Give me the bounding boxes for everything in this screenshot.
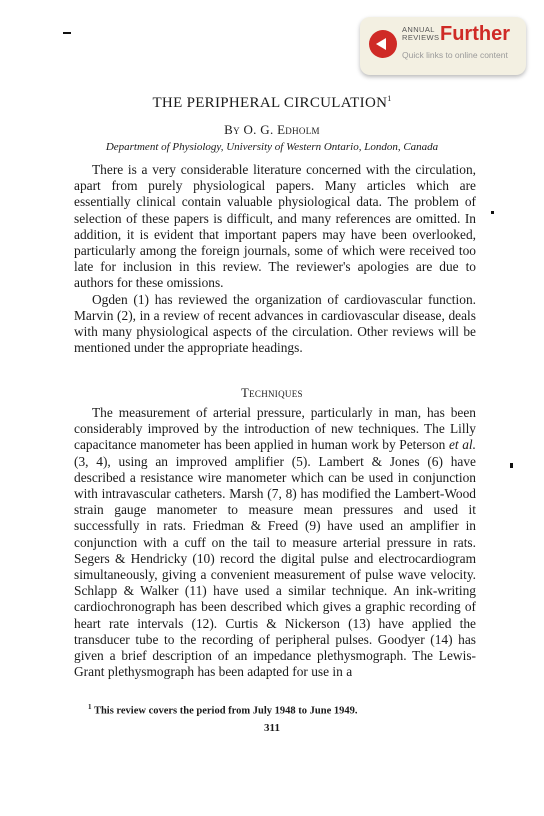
further-annual-reviews-banner[interactable]	[360, 17, 526, 75]
intro-section	[74, 162, 476, 356]
techniques-section	[74, 405, 476, 680]
paragraph-1: There is a very considerable literature concerned with the circulation, apart from purely physiological papers. Many articles which are essentially clinical contain valuable physiological data. The problem of selection of these papers is difficult, and many references are omitted. In addition, it is evident that important papers may have been overlooked, particularly among the foreign journals, some of which were received too late for inclusion in this review. The reviewer's apologies are due to authors for these omissions.	[74, 162, 476, 291]
footnote-text: This review covers the period from July 1948 to June 1949.	[93, 705, 358, 717]
article-title	[0, 94, 544, 112]
footnote	[88, 703, 358, 717]
page-number: 311	[264, 722, 280, 734]
banner-reviews-text: REVIEWS	[402, 33, 440, 42]
scan-mark-top-left	[63, 32, 71, 34]
paragraph-3	[74, 405, 476, 680]
banner-annual-text: ANNUAL	[402, 25, 435, 34]
article-title-text: THE PERIPHERAL CIRCULATION	[152, 95, 388, 111]
paragraph-3-end: (3, 4), using an improved amplifier (5). Lambert & Jones (6) have described a resistance wire manometer which can be used in conjunction with intravascular catheters. Marsh (7, 8) has modified the Lambert-Wood strain gauge manometer to measure mean pressures and used it successfully in rats. Friedman & Freed (9) have used an amplifier in conjunction with a cuff on the tail to measure arterial pressure in rats. Segers & Hendricky (10) record the digital pulse and electrocardiogram simultaneously, giving a convenient measurement of pulse wave velocity. Schlapp & Walker (11) have used a similar technique. An ink-writing cardiochronograph has been described which gives a graphic recording of heart rate intervals (12). Curtis & Nickerson (13) have applied the transducer tube to the recording of peripheral pulses. Goodyer (14) has given a brief description of an impedance plethysmograph. The Lewis-Grant plethysmograph has been adapted for use in a	[74, 453, 476, 680]
paragraph-3-start: The measurement of arterial pressure, particularly in man, has been considerably improved by the introduction of new techniques. The Lilly capacitance manometer has been applied in human work by Peterson	[74, 405, 476, 453]
scan-mark-right-middle	[510, 463, 513, 468]
article-affiliation: Department of Physiology, University of Western Ontario, London, Canada	[105, 141, 439, 153]
paragraph-2: Ogden (1) has reviewed the organization of cardiovascular function. Marvin (2), in a review of recent advances in cardiovascular disease, deals with many physiological aspects of the circulation. Other reviews will be mentioned under the appropriate headings.	[74, 291, 476, 356]
article-author: By O. G. Edholm	[224, 122, 320, 137]
banner-brand	[402, 26, 439, 42]
scan-mark-right-upper	[491, 211, 494, 214]
title-footnote-mark: 1	[387, 94, 392, 103]
banner-further-text: Further	[440, 23, 510, 45]
banner-subtitle: Quick links to online content	[402, 50, 508, 60]
footnote-mark: 1	[88, 703, 92, 711]
play-arrow-icon	[369, 30, 397, 58]
paragraph-3-italic: et al.	[448, 437, 476, 453]
section-heading-techniques: Techniques	[241, 386, 303, 400]
